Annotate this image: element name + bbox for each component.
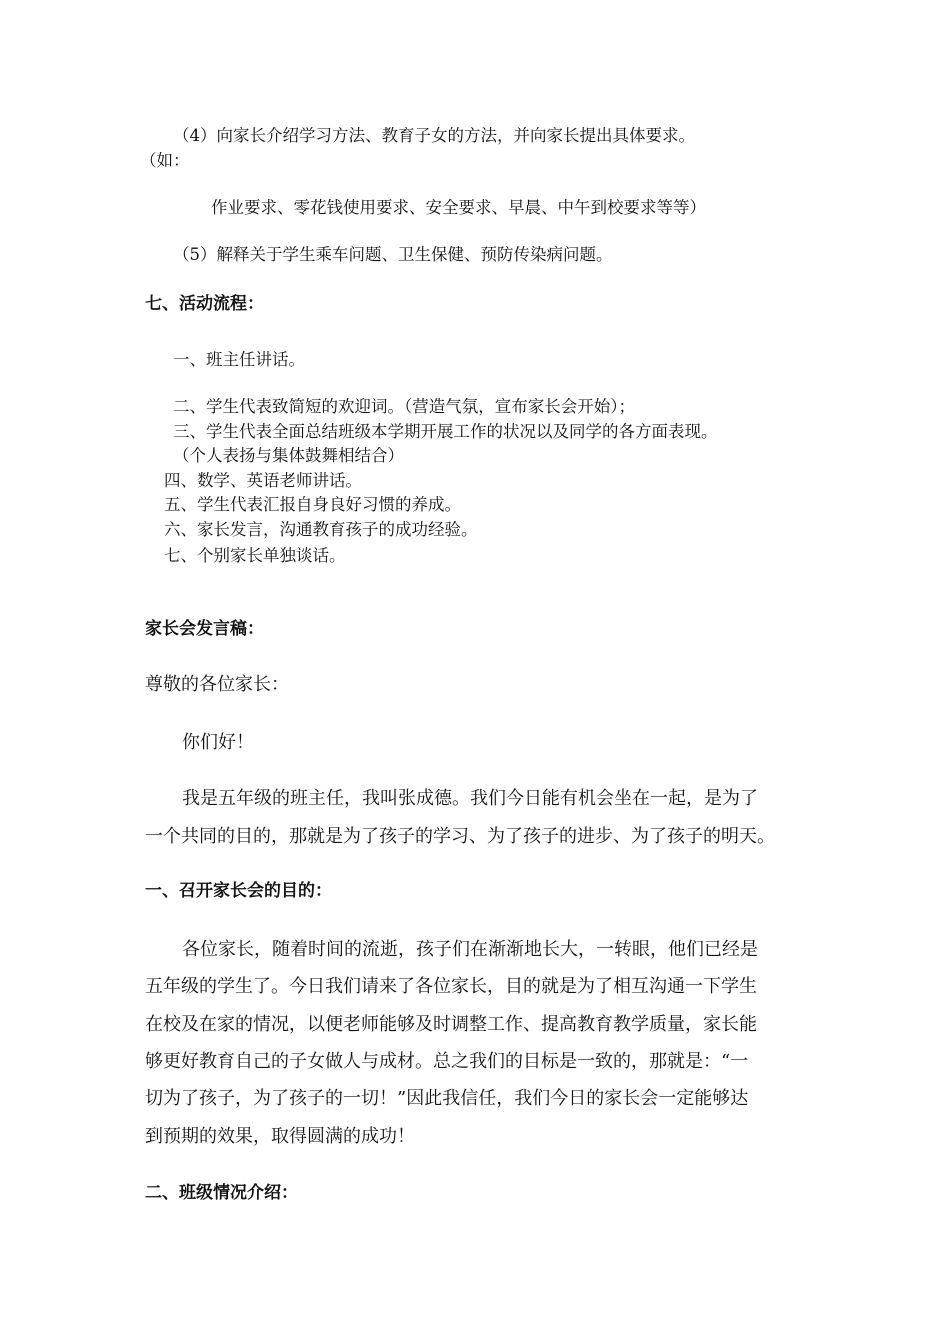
plan-item-4-line-3: 作业要求、零花钱使用要求、安全要求、早晨、中午到校要求等等）: [211, 198, 706, 217]
section-1-line: 五年级的学生了。今日我们请来了各位家长，目的就是为了相互沟通一下学生: [145, 976, 757, 997]
speech-heading: 家长会发言稿：: [145, 619, 264, 639]
process-step: 七、个别家长单独谈话。: [164, 546, 346, 565]
process-step: 二、学生代表致简短的欢迎词。（营造气氛，宣布家长会开始）；: [173, 397, 635, 416]
process-step-note: （个人表扬与集体鼓舞相结合）: [173, 446, 404, 465]
section-1-heading: 一、召开家长会的目的：: [145, 881, 332, 901]
process-step: 六、家长发言，沟通教育孩子的成功经验。: [164, 520, 478, 539]
process-heading: 七、活动流程：: [145, 294, 264, 314]
process-step: 五、学生代表汇报自身良好习惯的养成。: [164, 495, 461, 514]
section-1-line: 够更好教育自己的子女做人与成材。总之我们的目标是一致的，那就是：“一: [145, 1051, 749, 1072]
speech-salutation: 尊敬的各位家长：: [145, 674, 289, 695]
speech-intro-line: 我是五年级的班主任，我叫张成德。我们今日能有机会坐在一起，是为了: [182, 788, 758, 809]
section-1-line: 到预期的效果，取得圆满的成功！: [145, 1126, 415, 1147]
plan-item-4-line-1: （4）向家长介绍学习方法、教育子女的方法，并向家长提出具体要求。: [173, 126, 695, 145]
speech-intro-line: 一个共同的目的，那就是为了孩子的学习、为了孩子的进步、为了孩子的明天。: [145, 826, 775, 847]
process-step: 一、班主任讲话。: [173, 350, 305, 369]
section-1-line: 各位家长，随着时间的流逝，孩子们在渐渐地长大，一转眼，他们已经是: [182, 939, 758, 960]
plan-item-5: （5）解释关于学生乘车问题、卫生保健、预防传染病问题。: [173, 245, 613, 264]
plan-item-4-line-2: （如：: [140, 151, 190, 170]
process-step: 三、学生代表全面总结班级本学期开展工作的状况以及同学的各方面表现。: [173, 422, 718, 441]
section-2-heading: 二、班级情况介绍：: [145, 1183, 298, 1203]
section-1-line: 在校及在家的情况，以便老师能够及时调整工作、提高教育教学质量，家长能: [145, 1014, 757, 1035]
speech-greeting: 你们好！: [182, 732, 254, 753]
process-step: 四、数学、英语老师讲话。: [164, 471, 362, 490]
section-1-line: 切为了孩子，为了孩子的一切！”因此我信任，我们今日的家长会一定能够达: [145, 1088, 749, 1109]
